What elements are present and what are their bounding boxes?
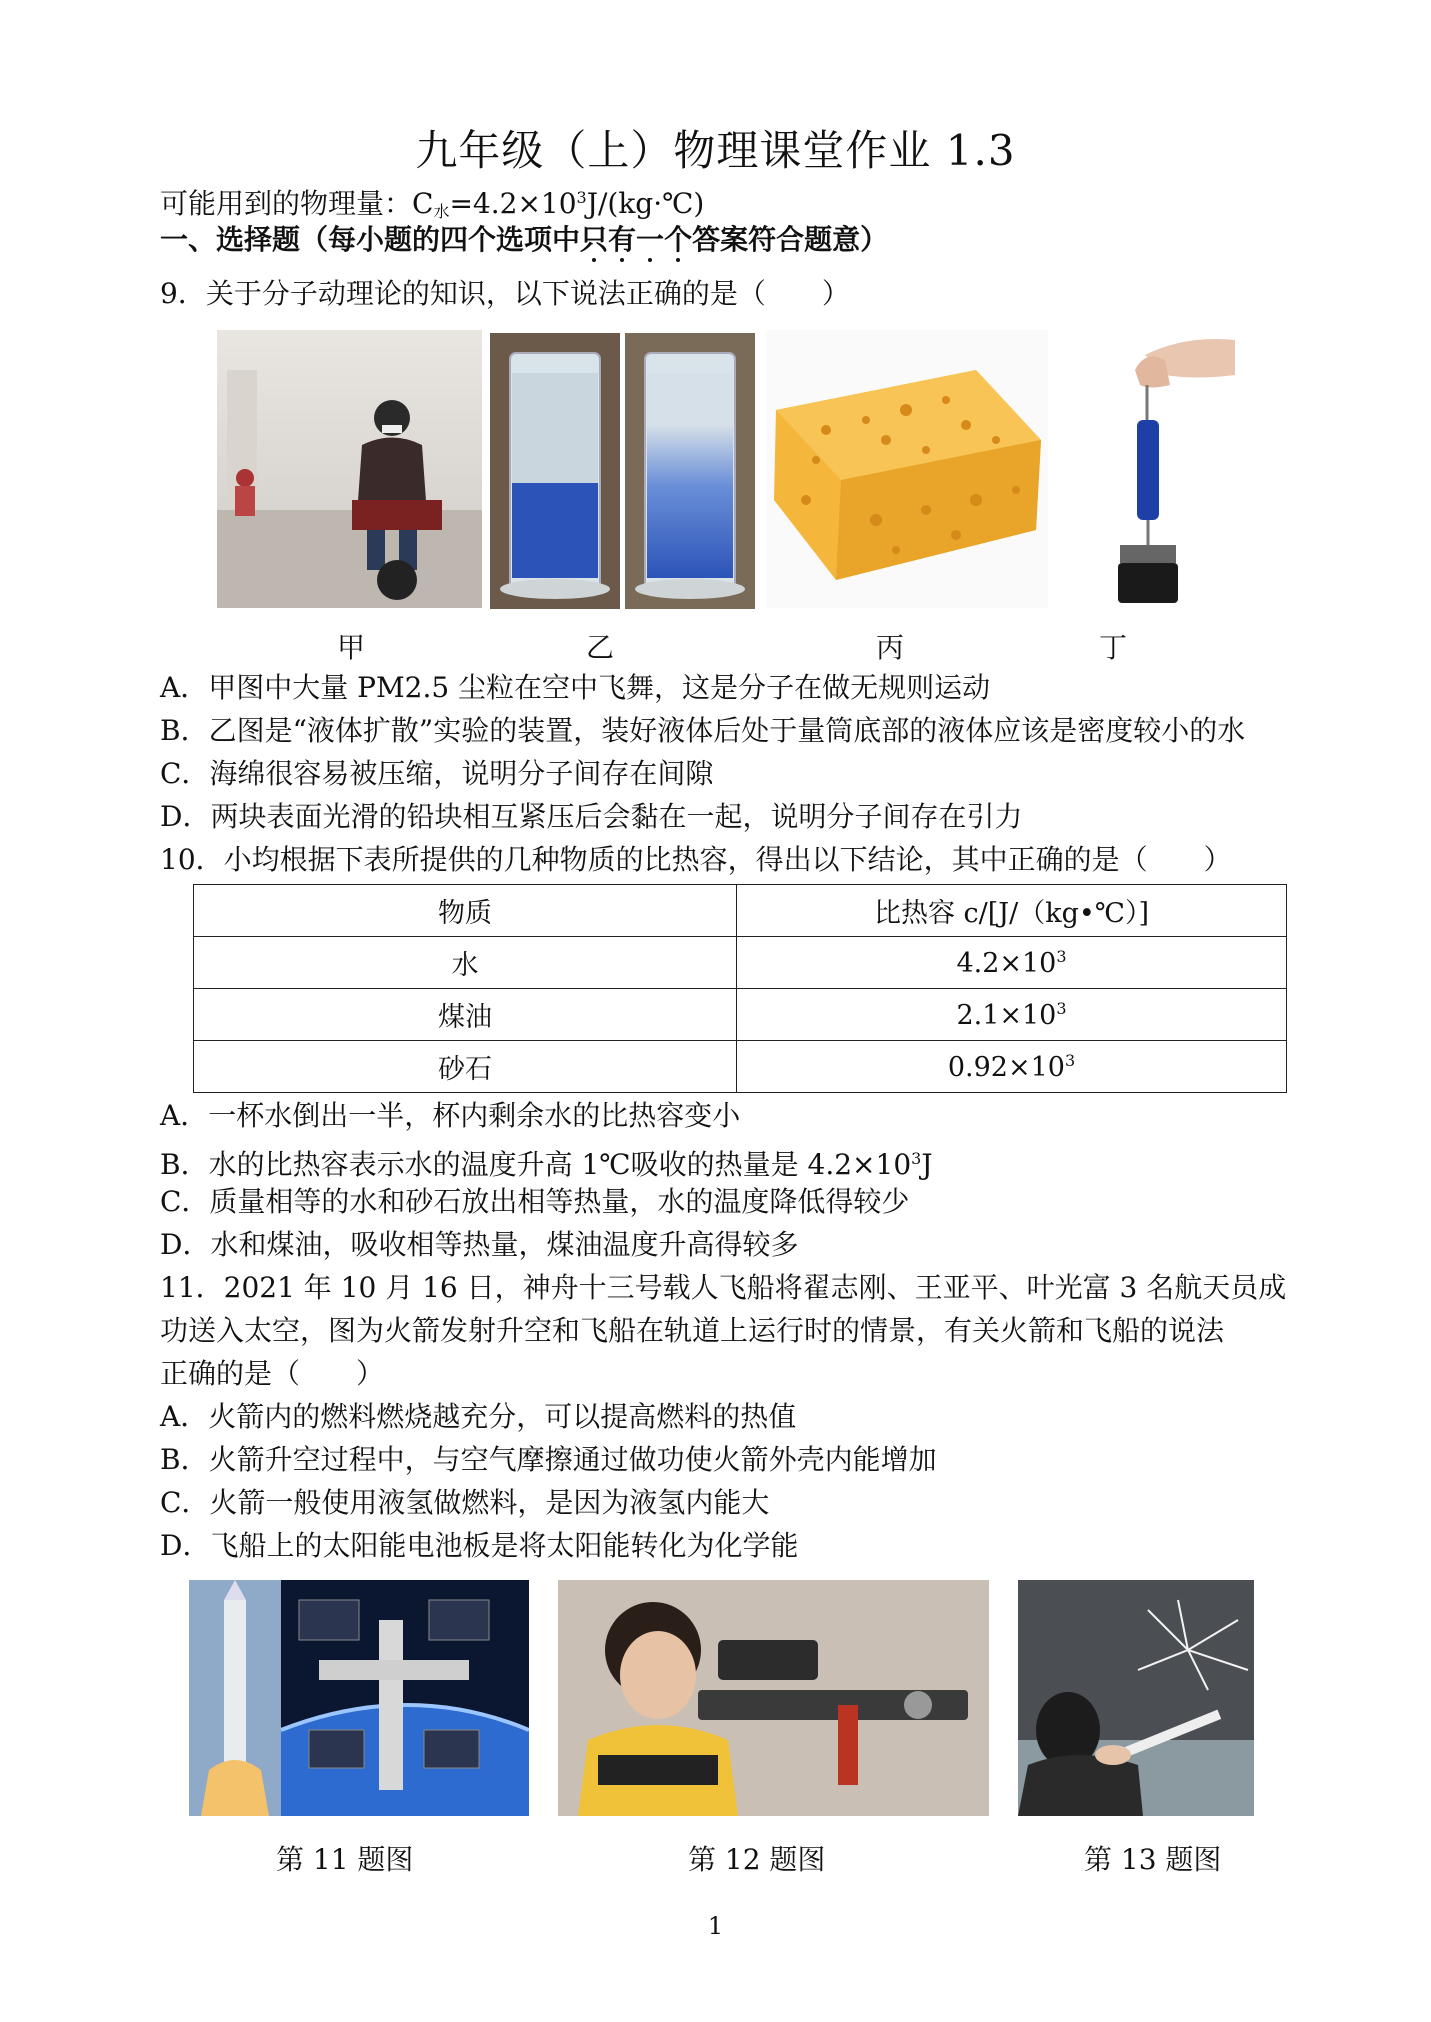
figure-caption-12: 第 12 题图 [688, 1843, 826, 1876]
cylinder-after-diffusion-image [625, 333, 755, 609]
figure-label-ding: 丁 [1099, 631, 1128, 664]
table-row [194, 937, 1287, 989]
table-header-row [194, 885, 1287, 937]
smog-motorcycle-image [217, 330, 482, 608]
q10-option-d: D．水和煤油，吸收相等热量，煤油温度升高得较多 [160, 1228, 799, 1261]
emphasis-char: 有 [608, 223, 637, 256]
figure-caption-13: 第 13 题图 [1084, 1843, 1222, 1876]
q9-option-d: D．两块表面光滑的铅块相互紧压后会黏在一起，说明分子间存在引力 [160, 800, 1023, 833]
q9-option-a: A．甲图中大量 PM2.5 尘粒在空中飞舞，这是分子在做无规则运动 [160, 671, 991, 704]
q9-stem: 9．关于分子动理论的知识，以下说法正确的是（ ） [160, 277, 850, 310]
table-cell: $4.2\times 10^3$ [737, 937, 1287, 989]
table-header: 物质 [194, 885, 737, 937]
emphasis-char: 个 [664, 223, 693, 256]
emphasis-dotted [580, 223, 692, 256]
lead-blocks-spring-scale-image [1085, 330, 1235, 608]
q11-stem-line-2: 功送入太空，图为火箭发射升空和飞船在轨道上运行时的情景，有关火箭和飞船的说法 [160, 1314, 1225, 1347]
specific-heat-table [193, 884, 1287, 1093]
table-row [194, 989, 1287, 1041]
q10-option-c: C．质量相等的水和砂石放出相等热量，水的温度降低得较少 [160, 1185, 910, 1218]
figure-caption-11: 第 11 题图 [276, 1843, 414, 1876]
table-cell: $2.1\times 10^3$ [737, 989, 1287, 1041]
constant-line: 可能用到的物理量：$C_水=4.2\times 10^3J/(kg\cdot℃)$ [160, 187, 705, 221]
section-heading: 一、选择题（每小题的四个选项中只有一个答案符合题意） [160, 223, 889, 256]
q11-stem-line-1: 11．2021 年 10 月 16 日，神舟十三号载人飞船将翟志刚、王亚平、叶光富 3 名航天员成 [160, 1271, 1287, 1304]
page-title: 九年级（上）物理课堂作业 1.3 [415, 126, 1016, 175]
shooter-rifle-image [558, 1580, 989, 1816]
cylinder-before-diffusion-image [490, 333, 620, 609]
table-header: 比热容 c/[J/（kg•℃）] [737, 885, 1287, 937]
sponge-image [766, 330, 1048, 608]
q10-stem: 10．小均根据下表所提供的几种物质的比热容，得出以下结论，其中正确的是（ ） [160, 843, 1232, 876]
figure-label-bing: 丙 [876, 631, 905, 664]
table-cell: 水 [194, 937, 737, 989]
q11-option-c: C．火箭一般使用液氢做燃料，是因为液氢内能大 [160, 1486, 770, 1519]
glass-breaking-image [1018, 1580, 1254, 1816]
table-cell: 砂石 [194, 1041, 737, 1093]
q11-option-d: D．飞船上的太阳能电池板是将太阳能转化为化学能 [160, 1529, 799, 1562]
q10-option-b: B．水的比热容表示水的温度升高 1℃吸收的热量是 $4.2\times 10^3J$ [160, 1148, 933, 1181]
table-cell: 煤油 [194, 989, 737, 1041]
table-row [194, 1041, 1287, 1093]
emphasis-char: 一 [636, 223, 665, 256]
q11-stem-line-3: 正确的是（ ） [160, 1357, 385, 1390]
q9-option-c: C．海绵很容易被压缩，说明分子间存在间隙 [160, 757, 714, 790]
figure-label-jia: 甲 [337, 631, 366, 664]
table-cell: $0.92\times 10^3$ [737, 1041, 1287, 1093]
q9-option-b: B．乙图是“液体扩散”实验的装置，装好液体后处于量筒底部的液体应该是密度较小的水 [160, 714, 1246, 747]
q10-option-a: A．一杯水倒出一半，杯内剩余水的比热容变小 [160, 1099, 741, 1132]
emphasis-char: 只 [580, 223, 609, 256]
figure-label-yi: 乙 [586, 631, 615, 664]
rocket-space-station-image [189, 1580, 529, 1816]
q11-option-b: B．火箭升空过程中，与空气摩擦通过做功使火箭外壳内能增加 [160, 1443, 937, 1476]
page-number: 1 [707, 1912, 724, 1940]
q11-option-a: A．火箭内的燃料燃烧越充分，可以提高燃料的热值 [160, 1400, 797, 1433]
